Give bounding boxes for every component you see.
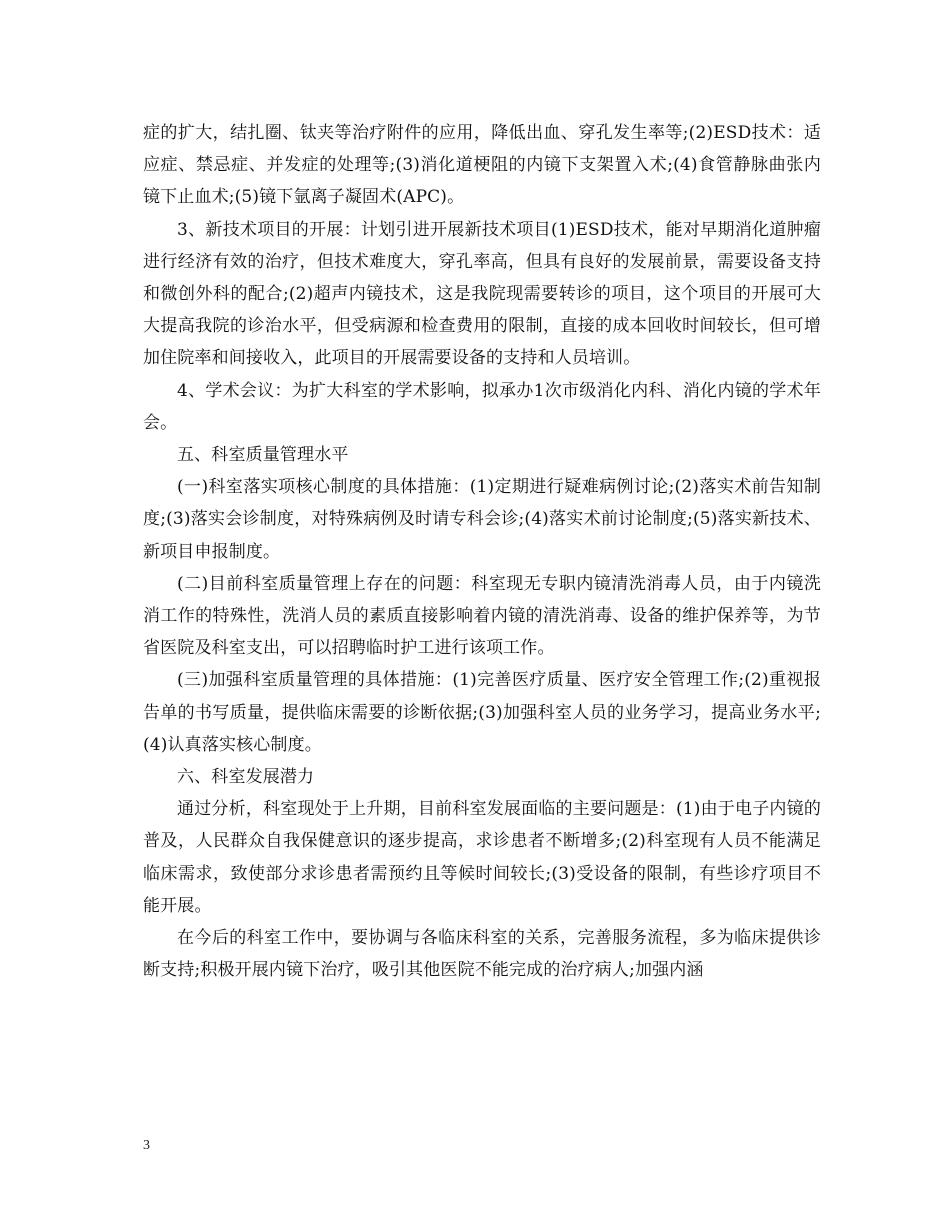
paragraph-core-system-measures: (一)科室落实项核心制度的具体措施：(1)定期进行疑难病例讨论;(2)落实术前告知制度;(3)落实会诊制度，对特殊病例及时请专科会诊;(4)落实术前讨论制度;(5)落实新技术、新项目申报制度。 <box>143 477 821 562</box>
paragraph-new-technology: 3、新技术项目的开展：计划引进开展新技术项目(1)ESD技术，能对早期消化道肿瘤进行经济有效的治疗，但技术难度大，穿孔率高，但具有良好的发展前景，需要设备支持和微创外科的配合;(2)超声内镜技术，这是我院现需要转诊的项目，这个项目的开展可大大提高我院的诊治水平，但受病源和检查费用的限制，直接的成本回收时间较长，但可增加住院率和间接收入，此项目的开展需要设备的支持和人员培训。 <box>143 219 821 369</box>
paragraph-quality-problems: (二)目前科室质量管理上存在的问题：科室现无专职内镜清洗消毒人员，由于内镜洗消工作的特殊性，洗消人员的素质直接影响着内镜的清洗消毒、设备的维护保养等，为节省医院及科室支出，可以招聘临时护工进行该项工作。 <box>143 573 821 659</box>
paragraph-quality-strengthening: (三)加强科室质量管理的具体措施：(1)完善医疗质量、医疗安全管理工作;(2)重视报告单的书写质量，提供临床需要的诊断依据;(3)加强科室人员的业务学习，提高业务水平;(4)认真落实核心制度。 <box>143 670 821 755</box>
paragraph-continuation: 症的扩大，结扎圈、钛夹等治疗附件的应用，降低出血、穿孔发生率等;(2)ESD技术：适应症、禁忌症、并发症的处理等;(3)消化道梗阻的内镜下支架置入术;(4)食管静脉曲张内镜下止血术;(5)镜下氩离子凝固术(APC)。 <box>143 123 821 208</box>
paragraph-future-work: 在今后的科室工作中，要协调与各临床科室的关系，完善服务流程，多为临床提供诊断支持;积极开展内镜下治疗，吸引其他医院不能完成的治疗病人;加强内涵 <box>143 928 821 981</box>
page-number: 3 <box>143 1138 150 1153</box>
section-heading-quality-management: 五、科室质量管理水平 <box>177 445 349 466</box>
paragraph-academic-conference: 4、学术会议：为扩大科室的学术影响，拟承办1次市级消化内科、消化内镜的学术年会。 <box>143 380 821 433</box>
section-heading-development-potential: 六、科室发展潜力 <box>177 767 315 788</box>
paragraph-analysis: 通过分析，科室现处于上升期，目前科室发展面临的主要问题是：(1)由于电子内镜的普及，人民群众自我保健意识的逐步提高，求诊患者不断增多;(2)科室现有人员不能满足临床需求，致使部分求诊患者需预约且等候时间较长;(3)受设备的限制，有些诊疗项目不能开展。 <box>143 799 821 916</box>
document-body <box>143 117 821 986</box>
